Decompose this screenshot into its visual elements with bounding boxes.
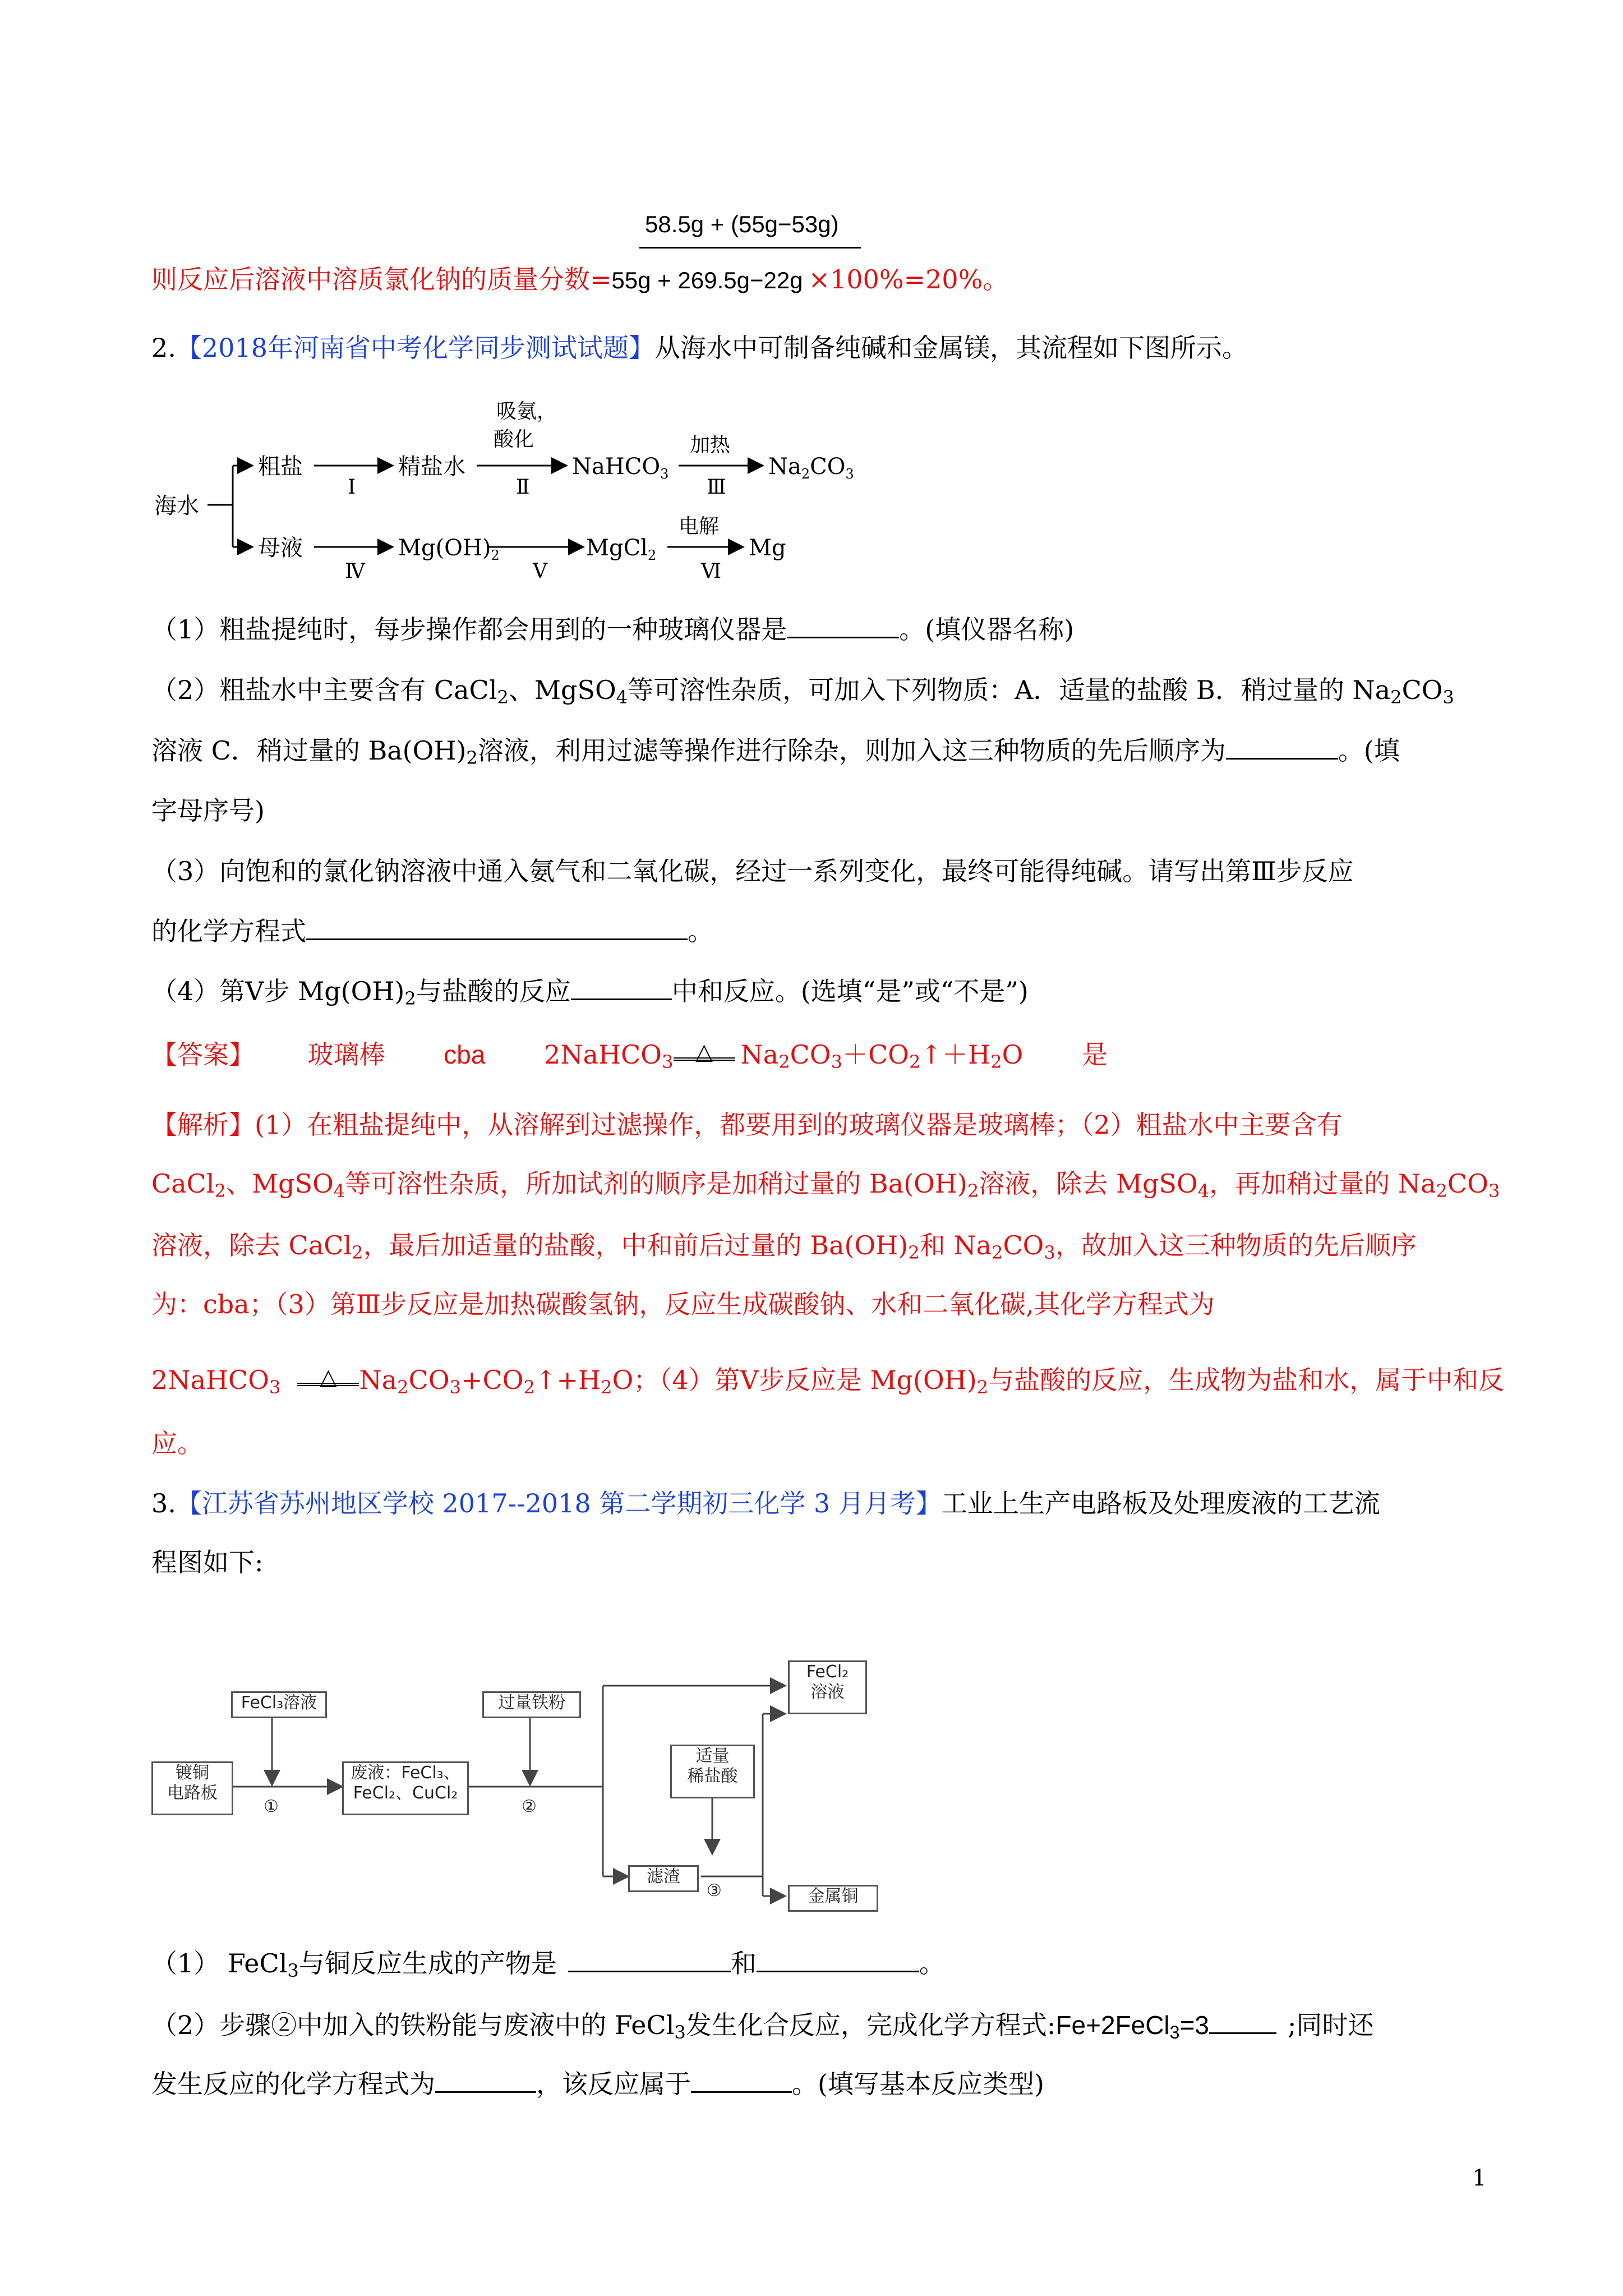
refined-brine-label: 精盐水 <box>398 454 465 480</box>
fraction-bar <box>639 247 861 249</box>
analysis-line4: 为：cba；（3）第Ⅲ步反应是加热碳酸氢钠，反应生成碳酸钠、水和二氧化碳,其化学方程式为 <box>151 1289 1215 1319</box>
iron-powder-box: 过量铁粉 <box>482 1691 581 1718</box>
answer-4: 是 <box>1081 1039 1108 1070</box>
q2-sub2-line2-a: 溶液 C．稍过量的 Ba(OH) <box>151 735 467 766</box>
analysis-2b: 、MgSO <box>226 1168 334 1199</box>
analysis-2e: ，再加稍过量的 Na <box>1209 1168 1436 1199</box>
fraction-line <box>151 263 1008 297</box>
sub-3: 3 <box>269 1377 281 1398</box>
q3-sub1-b: 与铜反应生成的产物是 <box>298 1948 557 1978</box>
sub-4: 4 <box>333 1180 345 1202</box>
q3-sub1 <box>151 1947 945 1987</box>
electrolysis-label: 电解 <box>679 515 720 538</box>
mother-liquor-label: 母液 <box>258 535 303 561</box>
sub-2: 2 <box>497 687 509 708</box>
q3-sub2-blank-1[interactable] <box>1209 2010 1276 2034</box>
q3-stem-line2: 程图如下: <box>151 1547 264 1577</box>
sub-3: 3 <box>662 1051 674 1073</box>
answer-3 <box>544 1039 1023 1073</box>
sub-2: 2 <box>976 1377 989 1398</box>
answer-2: cba <box>444 1040 486 1069</box>
q3-sub2-blank-3[interactable] <box>691 2069 792 2093</box>
sub-2: 2 <box>990 1051 1002 1073</box>
fraction-numerator: 58.5g + (55g−53g) <box>645 211 839 237</box>
q2-sub1 <box>151 613 1074 646</box>
step-1-label: Ⅰ <box>348 476 356 499</box>
sub-2: 2 <box>523 1377 535 1398</box>
q3-sub1-blank-2[interactable] <box>757 1948 919 1972</box>
fecl2-line1: FeCl₂ <box>806 1662 849 1682</box>
sub-2: 2 <box>992 1242 1003 1264</box>
crude-salt-label: 粗盐 <box>258 454 303 480</box>
waste-line2: FeCl₂、CuCl₂ <box>353 1783 458 1803</box>
nahco3-label: NaHCO$_3$ <box>572 454 669 482</box>
step-2-top-2: 酸化 <box>494 428 534 451</box>
step-2-label: Ⅱ <box>516 476 530 499</box>
analysis-3c: 和 Na <box>919 1230 992 1260</box>
sub-2: 2 <box>778 1051 790 1073</box>
sub-4: 4 <box>1197 1180 1210 1202</box>
mgoh2-label: $Mg(OH)_2$ <box>398 535 500 563</box>
copper-box: 金属铜 <box>788 1885 878 1912</box>
sub-3: 3 <box>449 1377 462 1398</box>
analysis-line2 <box>151 1167 1500 1208</box>
q2-sub2-blank[interactable] <box>1226 735 1338 760</box>
q2-sub2-b: 、MgSO <box>508 675 616 705</box>
sub-3: 3 <box>1442 687 1455 708</box>
q3-sub2-line2 <box>151 2067 1044 2101</box>
page-number: 1 <box>1472 2165 1487 2191</box>
hcl-box <box>670 1745 755 1798</box>
analysis-5f: O；（4）第Ⅴ步反应是 Mg(OH) <box>612 1365 977 1395</box>
q2-heading <box>151 331 1248 365</box>
analysis-line6: 应。 <box>151 1428 203 1458</box>
q3-sub2-d: =3 <box>1179 2010 1210 2040</box>
q3-sub1-c: 和 <box>730 1948 757 1978</box>
sub-2: 2 <box>601 1377 612 1398</box>
q3-source-link[interactable]: 【江苏省苏州地区学校 2017--2018 第二学期初三化学 3 月月考】 <box>176 1488 942 1519</box>
seawater-label: 海水 <box>154 493 199 519</box>
step-3-label: Ⅲ <box>707 476 726 499</box>
answer-1: 玻璃棒 <box>307 1039 385 1070</box>
analysis-5b: Na <box>359 1365 398 1395</box>
fecl3-solution-box: FeCl₃溶液 <box>231 1691 327 1718</box>
hcl-line1: 适量 <box>695 1746 730 1766</box>
fraction-prefix: 则反应后溶液中溶质氯化钠的质量分数= <box>151 264 612 295</box>
q2-sub4 <box>151 974 1029 1015</box>
q2-sub3-line2-text: 的化学方程式 <box>151 916 306 946</box>
q2-sub2-line1 <box>151 673 1454 714</box>
sub-2: 2 <box>466 747 478 769</box>
answer-3b: Na <box>740 1039 779 1070</box>
sub-3: 3 <box>831 1051 843 1073</box>
step-2-top-1: 吸氨， <box>496 400 557 423</box>
analysis-5g: 与盐酸的反应，生成物为盐和水，属于中和反 <box>988 1365 1505 1395</box>
q3-sub2-c: Fe+2FeCl <box>1055 2010 1170 2040</box>
circle-2-label: ② <box>522 1797 537 1816</box>
heat-triangle-icon: △ <box>674 1046 735 1061</box>
step-5-label: Ⅴ <box>533 560 547 583</box>
step-6-label: Ⅵ <box>701 560 722 583</box>
q2-sub4-c: 中和反应。(选填“是”或“不是”) <box>671 976 1029 1006</box>
sub-4: 4 <box>616 687 628 708</box>
sub-2: 2 <box>397 1377 409 1398</box>
hcl-line2: 稀盐酸 <box>687 1766 738 1786</box>
sub-3: 3 <box>674 2022 686 2044</box>
q3-sub2-line1 <box>151 2008 1374 2049</box>
q2-sub3-blank[interactable] <box>306 916 688 940</box>
circle-1-label: ① <box>264 1797 279 1816</box>
heat-label: 加热 <box>690 434 731 457</box>
q3-sub1-blank-1[interactable] <box>568 1948 731 1972</box>
answer-3d: ＋CO <box>842 1039 909 1070</box>
waste-line1: 废液：FeCl₃、 <box>351 1763 460 1783</box>
analysis-2d: 溶液，除去 MgSO <box>979 1168 1198 1199</box>
analysis-3b: ，最后加适量的盐酸，中和前后过量的 Ba(OH) <box>363 1230 909 1260</box>
q2-number: 2. <box>151 333 176 363</box>
q2-sub1-text: （1）粗盐提纯时，每步操作都会用到的一种玻璃仪器是 <box>151 614 787 645</box>
q2-flow-diagram <box>146 393 920 595</box>
fraction-denominator: 55g + 269.5g−22g <box>611 267 803 293</box>
q3-sub2-a: （2）步骤②中加入的铁粉能与废液中的 FeCl <box>151 2010 675 2040</box>
q3-sub1-d: 。 <box>919 1948 945 1978</box>
analysis-1: (1）在粗盐提纯中，从溶解到过滤操作，都要用到的玻璃仪器是玻璃棒；（2）粗盐水中主要含有 <box>255 1110 1343 1140</box>
q2-sub2-c: 等可溶性杂质，可加入下列物质：A．适量的盐酸 B．稍过量的 Na <box>628 675 1391 705</box>
copper-board-line1: 镀铜 <box>176 1763 209 1783</box>
answer-3f: O <box>1002 1039 1023 1070</box>
q2-sub2-d: CO <box>1401 675 1443 705</box>
q3-sub1-a: （1） FeCl <box>151 1948 288 1978</box>
q2-sub4-b: 与盐酸的反应 <box>416 976 571 1006</box>
q2-sub3-line2 <box>151 914 713 948</box>
q3-sub2-line2-a: 发生反应的化学方程式为 <box>151 2069 435 2099</box>
sub-2: 2 <box>352 1242 363 1264</box>
q2-sub4-blank[interactable] <box>571 976 672 1000</box>
sub-3: 3 <box>287 1960 299 1982</box>
fecl2-line2: 溶液 <box>810 1682 845 1702</box>
analysis-5d: +CO <box>461 1365 524 1395</box>
answer-3a: 2NaHCO <box>544 1039 662 1070</box>
copper-board-line2: 电路板 <box>167 1783 218 1803</box>
q2-stem: 从海水中可制备纯碱和金属镁，其流程如下图所示。 <box>654 333 1248 363</box>
sub-3: 3 <box>1169 2022 1180 2043</box>
residue-box: 滤渣 <box>628 1865 699 1892</box>
fraction-suffix: ×100%=20%。 <box>808 264 1009 295</box>
analysis-3d: CO <box>1003 1230 1044 1260</box>
copper-board-box <box>151 1761 233 1815</box>
analysis-2c: 等可溶性杂质，所加试剂的顺序是加稍过量的 Ba(OH) <box>345 1168 967 1199</box>
step-4-label: Ⅳ <box>345 560 365 583</box>
q3-stem-1: 工业上生产电路板及处理废液的工艺流 <box>941 1488 1380 1519</box>
q2-sub2-line2-b: 溶液，利用过滤等操作进行除杂，则加入这三种物质的先后顺序为 <box>477 735 1226 766</box>
q3-number: 3. <box>151 1488 176 1519</box>
analysis-line5 <box>151 1363 1504 1404</box>
q3-sub2-b: 发生化合反应，完成化学方程式: <box>685 2010 1056 2040</box>
sub-2: 2 <box>1390 687 1402 708</box>
q3-sub2-line2-c: 。(填写基本反应类型) <box>792 2069 1044 2099</box>
analysis-line3 <box>151 1228 1417 1269</box>
analysis-2f: CO <box>1447 1168 1488 1199</box>
q3-sub2-blank-2[interactable] <box>435 2069 536 2093</box>
q2-sub4-a: （4）第Ⅴ步 Mg(OH) <box>151 976 405 1006</box>
answer-label: 【答案】 <box>151 1039 255 1070</box>
analysis-3a: 溶液，除去 CaCl <box>151 1230 352 1260</box>
sub-2: 2 <box>1436 1180 1448 1202</box>
analysis-3e: ，故加入这三种物质的先后顺序 <box>1055 1230 1417 1260</box>
waste-liquid-box <box>342 1761 469 1815</box>
q3-heading <box>151 1487 1380 1520</box>
q2-sub2-line2-c: 。(填 <box>1338 735 1400 766</box>
na2co3-label: $Na_2CO_3$ <box>768 454 854 482</box>
answer-3c: CO <box>790 1039 831 1070</box>
analysis-2a: CaCl <box>151 1168 215 1199</box>
q2-source-link[interactable]: 【2018年河南省中考化学同步测试试题】 <box>176 333 654 363</box>
analysis-label: 【解析】 <box>151 1110 255 1140</box>
q2-sub2-line3: 字母序号) <box>151 795 265 826</box>
q2-sub3-end: 。 <box>688 916 713 946</box>
analysis-5a: 2NaHCO <box>151 1365 269 1395</box>
sub-2: 2 <box>214 1180 227 1202</box>
mgcl2-label: MgCl$_2$ <box>586 535 657 563</box>
fecl2-solution-box <box>788 1660 867 1714</box>
circle-3-label: ③ <box>707 1881 722 1901</box>
analysis-5c: CO <box>408 1365 450 1395</box>
sub-2: 2 <box>967 1180 979 1202</box>
q2-sub1-blank[interactable] <box>787 614 899 638</box>
q2-sub2-line2 <box>151 734 1400 775</box>
sub-3: 3 <box>1044 1242 1055 1264</box>
analysis-line1 <box>151 1108 1342 1142</box>
q3-sub2-line2-b: ，该反应属于 <box>536 2069 691 2099</box>
sub-2: 2 <box>908 1242 920 1264</box>
sub-2: 2 <box>404 988 416 1010</box>
q2-answer <box>151 1038 1108 1079</box>
answer-3e: ↑＋H <box>920 1039 991 1070</box>
q2-sub2-a: （2）粗盐水中主要含有 CaCl <box>151 675 497 705</box>
analysis-5e: ↑+H <box>534 1365 601 1395</box>
mg-label: Mg <box>749 535 786 561</box>
q2-sub1-end: 。(填仪器名称) <box>899 614 1075 645</box>
sub-3: 3 <box>1488 1180 1500 1202</box>
q3-sub2-e: ;同时还 <box>1288 2010 1374 2040</box>
q2-sub3-line1: （3）向饱和的氯化钠溶液中通入氨气和二氧化碳，经过一系列变化，最终可能得纯碱。请写出第Ⅲ步反应 <box>151 856 1354 886</box>
heat-triangle-icon-2: △ <box>297 1372 359 1386</box>
sub-2: 2 <box>909 1051 921 1073</box>
